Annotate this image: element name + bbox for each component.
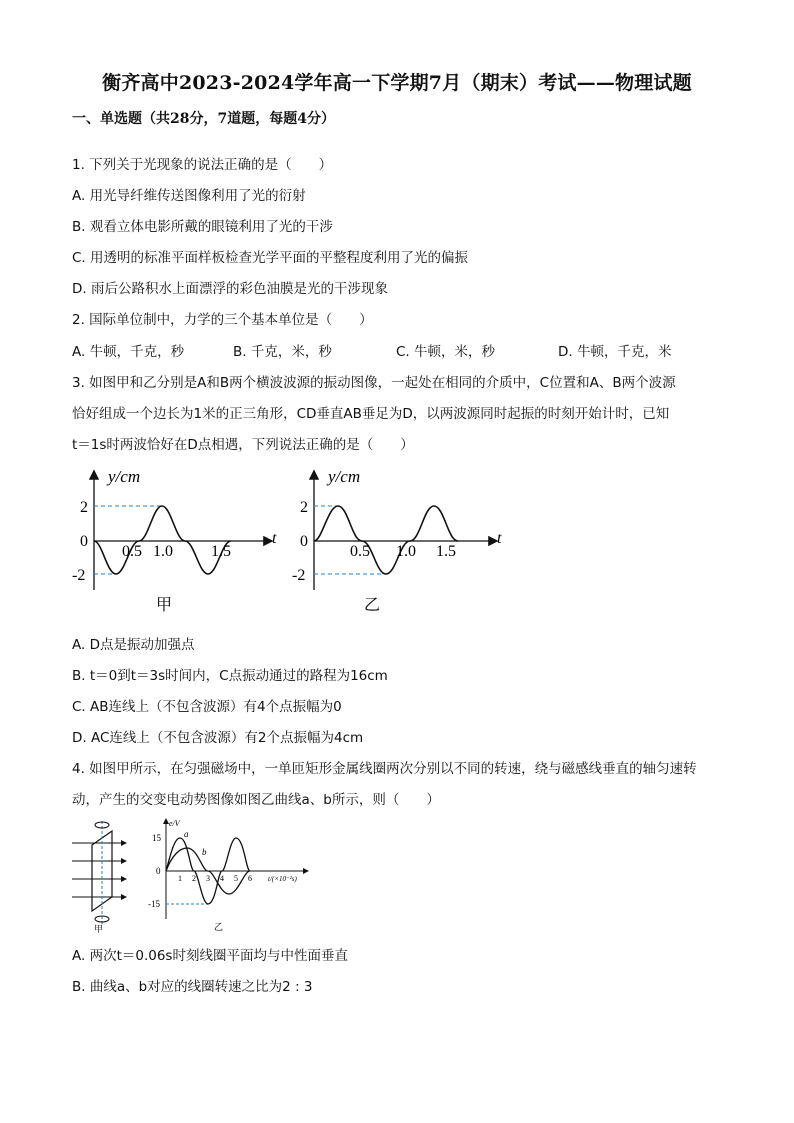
q4-graph-caption: 乙 <box>214 922 224 932</box>
q3-graph-jia-xlabel: t <box>272 530 277 547</box>
q3-graph-jia-ytick-neg2: -2 <box>72 567 86 584</box>
q1-option-c: C. 用透明的标准平面样板检查光学平面的平整程度利用了光的偏振 <box>72 250 469 266</box>
q4-graph-xtick-2: 2 <box>192 874 196 883</box>
q3-graph-yi-ytick-2: 2 <box>300 499 308 516</box>
q3-graph-jia-xtick-15: 1.5 <box>211 543 231 560</box>
q4-graph-curve-a-label: a <box>184 829 189 839</box>
q1-option-b: B. 观看立体电影所戴的眼镜利用了光的干涉 <box>72 219 333 235</box>
q3-graph-jia-xtick-05: 0.5 <box>122 543 142 560</box>
q4-graph-ytick-0: 0 <box>156 866 161 876</box>
q1-option-d: D. 雨后公路积水上面漂浮的彩色油膜是光的干涉现象 <box>72 281 388 297</box>
q4-graph-ytick-15: 15 <box>152 833 161 843</box>
q3-stem-line3: t＝1s时两波恰好在D点相遇，下列说法正确的是（ ） <box>72 437 414 453</box>
q3-graph-yi-ytick-neg2: -2 <box>292 567 306 584</box>
q4-graph-ylabel: e/V <box>169 819 180 828</box>
q4-graph-ytick-neg15: -15 <box>148 899 160 909</box>
q3-graph-yi-ylabel: y/cm <box>328 467 361 486</box>
q4-graph-xtick-1: 1 <box>178 874 182 883</box>
q3-graph-yi-caption: 乙 <box>364 597 381 614</box>
q4-graph-xtick-6: 6 <box>248 874 252 883</box>
wave-jia <box>94 506 231 574</box>
q3-graph-jia <box>66 462 286 622</box>
q4-graph-xtick-4: 4 <box>220 874 224 883</box>
q3-graph-jia-ylabel: y/cm <box>108 467 141 486</box>
q3-option-d: D. AC连线上（不包含波源）有2个点振幅为4cm <box>72 730 364 746</box>
q3-graph-yi-xlabel: t <box>497 530 502 547</box>
exam-title: 衡齐高中2023-2024学年高一下学期7月（期末）考试——物理试题 <box>102 72 692 94</box>
q3-graph-yi <box>286 462 516 622</box>
q3-graph-yi-xtick-10: 1.0 <box>396 543 416 560</box>
q3-graph-yi-xtick-15: 1.5 <box>436 543 456 560</box>
q2-option-c: C. 牛顿，米，秒 <box>396 344 496 360</box>
q3-graph-jia-ytick-0: 0 <box>80 533 88 550</box>
q3-option-a: A. D点是振动加强点 <box>72 637 195 653</box>
q4-option-b: B. 曲线a、b对应的线圈转速之比为2 : 3 <box>72 979 313 995</box>
q1-option-a: A. 用光导纤维传送图像利用了光的衍射 <box>72 188 306 204</box>
section-heading: 一、单选题（共28分，7道题，每题4分） <box>72 111 335 127</box>
q3-option-c: C. AB连线上（不包含波源）有4个点振幅为0 <box>72 699 342 715</box>
q2-option-b: B. 千克，米，秒 <box>233 344 332 360</box>
q4-figure-coil-caption: 甲 <box>94 924 104 933</box>
q3-stem-line2: 恰好组成一个边长为1米的正三角形，CD垂直AB垂足为D，以两波源同时起振的时刻开始计时，已知 <box>72 406 670 422</box>
wave-yi <box>314 506 458 574</box>
q4-stem-line2: 动，产生的交变电动势图像如图乙曲线a、b所示，则（ ） <box>72 792 440 808</box>
q2-option-d: D. 牛顿，千克，米 <box>558 344 672 360</box>
q4-graph-xtick-5: 5 <box>234 874 238 883</box>
q3-graph-jia-ytick-2: 2 <box>80 499 88 516</box>
q4-option-a: A. 两次t＝0.06s时刻线圈平面均与中性面垂直 <box>72 948 348 964</box>
q3-graph-yi-ytick-0: 0 <box>300 533 308 550</box>
q4-graph-xtick-3: 3 <box>206 874 210 883</box>
q3-graph-jia-caption: 甲 <box>156 597 173 614</box>
q2-option-a: A. 牛顿，千克，秒 <box>72 344 185 360</box>
q4-graph-et <box>138 815 313 933</box>
q1-stem: 1. 下列关于光现象的说法正确的是（ ） <box>72 157 333 173</box>
q4-stem-line1: 4. 如图甲所示，在匀强磁场中，一单匝矩形金属线圈两次分别以不同的转速，绕与磁感线垂直的轴匀速转 <box>72 761 697 777</box>
q4-figure-coil <box>66 815 136 933</box>
q4-graph-curve-b-label: b <box>202 847 207 857</box>
q4-graph-xlabel: t/(×10⁻²s) <box>268 875 297 883</box>
q3-option-b: B. t＝0到t＝3s时间内，C点振动通过的路程为16cm <box>72 668 388 684</box>
q2-stem: 2. 国际单位制中，力学的三个基本单位是（ ） <box>72 312 373 328</box>
q3-graph-jia-xtick-10: 1.0 <box>153 543 173 560</box>
q3-stem-line1: 3. 如图甲和乙分别是A和B两个横波波源的振动图像，一起处在相同的介质中，C位置和A、B两个波源 <box>72 375 676 391</box>
q3-graph-yi-xtick-05: 0.5 <box>350 543 370 560</box>
